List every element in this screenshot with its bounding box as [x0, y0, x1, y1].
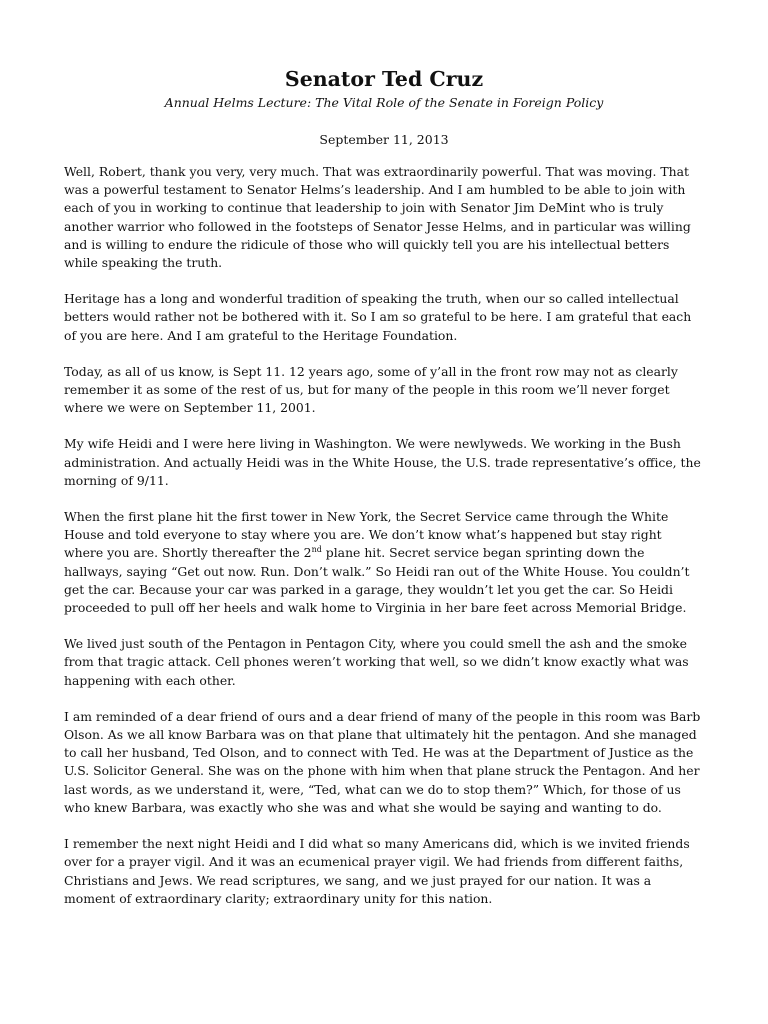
paragraph-5 [64, 508, 704, 617]
document-body [64, 163, 704, 926]
paragraph-1: Well, Robert, thank you very, very much. That was extraordinarily powerful. That was moving. That was a powerful testament to Senator Helms’s leadership. And I am humbled to be able to join with each of you in working to continue that leadership to join with Senator Jim DeMint who is truly another warrior who followed in the footsteps of Senator Jesse Helms, and in particular was willing and is willing to endure the ridicule of those who will quickly tell you are his intellectual betters while speaking the truth. [64, 164, 691, 271]
document-page [64, 0, 704, 1024]
document-date: September 11, 2013 [319, 132, 449, 147]
document-title: Senator Ted Cruz [284, 67, 484, 91]
paragraph-6: We lived just south of the Pentagon in Pentagon City, where you could smell the ash and the smoke from that tragic attack. Cell phones weren’t working that well, so we didn’t know exactly what was happening with each other. [64, 636, 689, 688]
paragraph-2: Heritage has a long and wonderful tradition of speaking the truth, when our so called intellectual betters would rather not be bothered with it. So I am so grateful to be here. I am grateful that each of you are here. And I am grateful to the Heritage Foundation. [64, 291, 692, 343]
paragraph-8: I remember the next night Heidi and I did what so many Americans did, which is we invited friends over for a prayer vigil. And it was an ecumenical prayer vigil. We had friends from different faiths, Christians and Jews. We read scriptures, we sang, and we just prayed for our nation. It was a moment of extraordinary clarity; extraordinary unity for this nation. [64, 836, 690, 906]
superscript-ordinal: nd [311, 545, 322, 555]
paragraph-5-start: When the first plane hit the first tower in New York, the Secret Service came through the White House and told everyone to stay where you are. We don’t know what’s happened but stay right where you are. Shortly thereafter the 2 [64, 509, 669, 561]
paragraph-5-end: plane hit. Secret service began sprinting down the hallways, saying “Get out now. Run. Don’t walk.” So Heidi ran out of the White House. You couldn’t get the car. Because your car was parked in a garage, they wouldn’t let you get the car. So Heidi proceeded to pull off her heels and walk home to Virginia in her bare feet across Memorial Bridge. [64, 545, 690, 616]
document-subtitle: Annual Helms Lecture: The Vital Role of the Senate in Foreign Policy [164, 95, 604, 110]
paragraph-4: My wife Heidi and I were here living in Washington. We were newlyweds. We working in the Bush administration. And actually Heidi was in the White House, the U.S. trade representative’s office, the morning of 9/11. [64, 436, 701, 488]
paragraph-3: Today, as all of us know, is Sept 11. 12 years ago, some of y’all in the front row may not as clearly remember it as some of the rest of us, but for many of the people in this room we’ll never forget where we were on September 11, 2001. [64, 363, 678, 416]
paragraph-7: I am reminded of a dear friend of ours and a dear friend of many of the people in this room was Barb Olson. As we all know Barbara was on that plane that ultimately hit the pentagon. And she managed to call her husband, Ted Olson, and to connect with Ted. He was at the Department of Justice as the U.S. Solicitor General. She was on the phone with him when that plane struck the Pentagon. And her last words, as we understand it, were, “Ted, what can we do to stop them?” Which, for those of us who knew Barbara, was exactly who she was and what she would be saying and wanting to do. [64, 708, 701, 815]
